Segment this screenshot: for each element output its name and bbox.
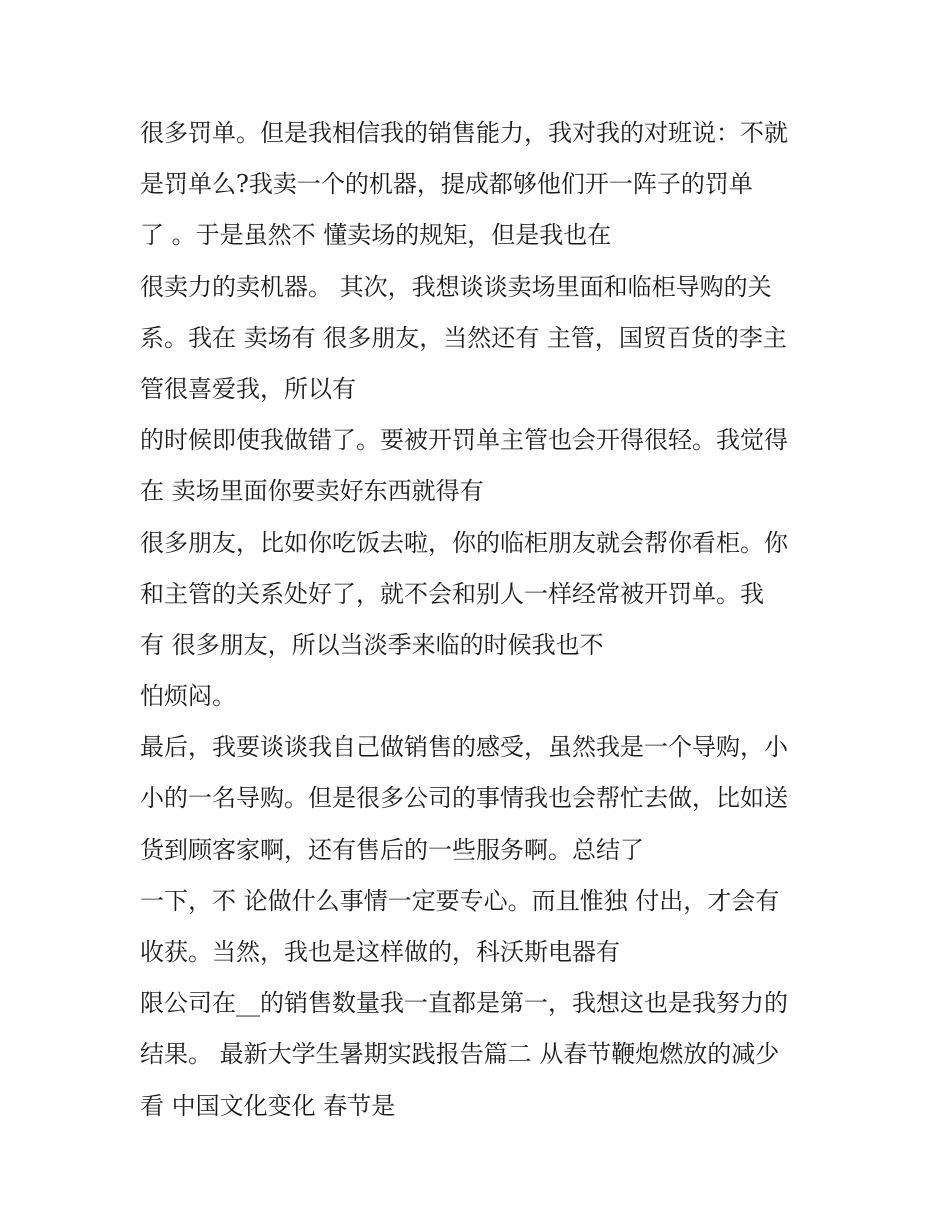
text-line: 了 。于是虽然不 懂卖场的规矩，但是我也在 [140, 221, 612, 250]
text-line: 有 很多朋友，所以当淡季来临的时候我也不 [140, 630, 604, 659]
text-line: 是罚单么?我卖一个的机器，提成都够他们开一阵子的罚单 [140, 170, 753, 199]
text-line: 的时候即使我做错了。要被开罚单主管也会开得很轻。我觉得 [140, 426, 788, 455]
text-line: 很卖力的卖机器。 其次，我想谈谈卖场里面和临柜导购的关 [140, 272, 772, 301]
text-line: 小的一名导购。但是很多公司的事情我也会帮忙去做，比如送 [140, 784, 788, 813]
text-line: 一下，不 论做什么事情一定要专心。而且惟独 付出，才会有 [140, 886, 780, 915]
text-line: 看 中国文化变化 春节是 [140, 1091, 396, 1120]
text-line: 很多罚单。但是我相信我的销售能力，我对我的对班说：不就 [140, 119, 788, 147]
text-line: 限公司在__的销售数量我一直都是第一，我想这也是我努力的 [140, 989, 788, 1018]
text-line: 在 卖场里面你要卖好东西就得有 [140, 477, 484, 506]
text-line: 怕烦闷。 [140, 682, 236, 711]
text-line: 货到顾客家啊，还有售后的一些服务啊。总结了 [140, 835, 644, 864]
text-line: 系。我在 卖场有 很多朋友，当然还有 主管，国贸百货的李主 [140, 323, 787, 352]
text-line: 最后，我要谈谈我自己做销售的感受，虽然我是一个导购，小 [140, 733, 788, 762]
text-line: 结果。 最新大学生暑期实践报告篇二 从春节鞭炮燃放的减少 [140, 1040, 780, 1069]
text-line: 收获。当然，我也是这样做的，科沃斯电器有 [140, 938, 620, 966]
text-line: 很多朋友，比如你吃饭去啦，你的临柜朋友就会帮你看柜。你 [140, 528, 788, 557]
text-line: 管很喜爱我，所以有 [140, 374, 356, 403]
text-line: 和主管的关系处好了，就不会和别人一样经常被开罚单。我 [140, 579, 764, 608]
document-body-text [140, 108, 830, 1132]
